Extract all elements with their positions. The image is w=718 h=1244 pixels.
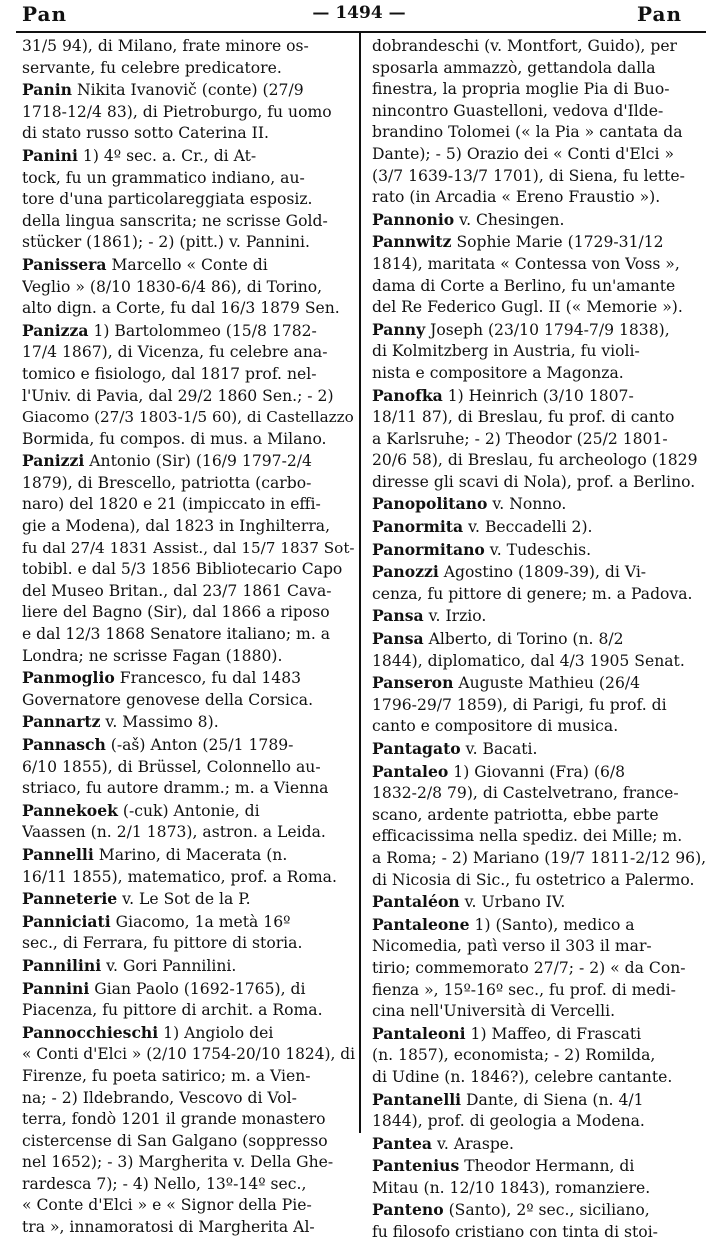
entry-text: liere del Bagno (Sir), dal 1866 a riposo: [22, 603, 330, 622]
entry-text: 1844), diplomatico, dal 4/3 1905 Senat.: [372, 651, 685, 670]
text-line: [372, 805, 706, 827]
text-line: [372, 429, 706, 451]
entry-headword: Pansa: [372, 629, 424, 649]
entry-text: servante, fu celebre predicatore.: [22, 58, 282, 77]
entry-text: 1) 4º sec. a. Cr., di At-: [77, 146, 257, 165]
text-line: [372, 826, 706, 848]
text-line: [372, 1111, 706, 1133]
entry-text: v. Le Sot de la P.: [117, 890, 251, 909]
entry-text: v. Araspe.: [431, 1134, 514, 1153]
entry-line: [372, 914, 706, 937]
entry-text: Gian Paolo (1692-1765), di: [89, 979, 306, 998]
entry-text: 1879), di Brescello, patriotta (carbo-: [22, 473, 312, 492]
text-line: [372, 1001, 706, 1023]
text-line: [22, 1088, 356, 1110]
entry-text: 6/10 1855), di Brüssel, Colonnello au-: [22, 757, 321, 776]
entry-text: cistercense di San Galgano (soppresso: [22, 1131, 328, 1150]
text-line: [22, 168, 356, 190]
entry-text: l'Univ. di Pavia, dal 29/2 1860 Sen.; - 2): [22, 386, 334, 405]
left-column: [22, 36, 356, 1239]
entry-text: rato (in Arcadia « Ereno Fraustio »).: [372, 188, 661, 207]
text-line: [372, 58, 706, 80]
text-line: [22, 1044, 356, 1066]
entry-headword: Panin: [22, 80, 73, 100]
entry-headword: Pantaleoni: [372, 1023, 466, 1043]
entry-text: v. Chesingen.: [454, 210, 565, 229]
entry-headword: Pansa: [372, 606, 424, 626]
entry-text: Joseph (23/10 1794-7/9 1838),: [425, 320, 670, 339]
entry-text: di Udine (n. 1846?), celebre cantante.: [372, 1067, 673, 1086]
text-line: [372, 848, 706, 870]
entry-text: Nicomedia, patì verso il 303 il mar-: [372, 937, 652, 956]
entry-headword: Panissera: [22, 254, 107, 274]
entry-headword: Pannilini: [22, 955, 102, 975]
entry-line: [372, 738, 706, 761]
entry-text: Veglio » (8/10 1830-6/4 86), di Torino,: [22, 277, 323, 296]
entry-text: Auguste Mathieu (26/4: [453, 674, 641, 693]
entry-text: « Conti d'Elci » (2/10 1754-20/10 1824), di: [22, 1045, 356, 1064]
entry-text: 1) (Santo), medico a: [469, 915, 635, 934]
entry-headword: Panofka: [372, 385, 443, 405]
entry-text: Londra; ne scrisse Fagan (1880).: [22, 646, 283, 665]
entry-text: Agostino (1809-39), di Vi-: [438, 563, 647, 582]
text-line: [372, 36, 706, 58]
entry-text: finestra, la propria moglie Pia di Buo-: [372, 80, 670, 99]
text-line: [22, 1195, 356, 1217]
entry-line: [372, 1089, 706, 1112]
entry-text: Nikita Ivanovič (conte) (27/9: [72, 81, 304, 100]
text-line: [372, 166, 706, 188]
text-line: [372, 101, 706, 123]
entry-text: 16/11 1855), matematico, prof. a Roma.: [22, 867, 337, 886]
entry-text: « Conte d'Elci » e « Signor della Pie-: [22, 1196, 312, 1215]
entry-text: Dante, di Siena (n. 4/1: [461, 1090, 644, 1109]
entry-text: v. Tudeschis.: [484, 540, 592, 559]
entry-line: [22, 955, 356, 978]
entry-headword: Pannini: [22, 978, 90, 998]
entry-line: [372, 319, 706, 342]
text-line: [22, 36, 356, 58]
entry-headword: Pannartz: [22, 712, 101, 732]
entry-line: [22, 800, 356, 823]
entry-text: Giacomo (27/3 1803-1/5 60), di Castellazzo: [22, 408, 354, 427]
entry-text: del Re Federico Gugl. II (« Memorie »).: [372, 298, 683, 317]
page-number: — 1494 —: [312, 3, 406, 23]
entry-text: (Santo), 2º sec., siciliano,: [443, 1201, 650, 1220]
entry-headword: Panizza: [22, 320, 89, 340]
entry-text: (n. 1857), economista; - 2) Romilda,: [372, 1046, 656, 1065]
entry-text: nincontro Guastelloni, vedova d'Ilde-: [372, 101, 664, 120]
text-line: [22, 102, 356, 124]
entry-text: alto dign. a Corte, fu dal 16/3 1879 Sen.: [22, 299, 340, 318]
text-line: [22, 581, 356, 603]
entry-text: di Kolmitzberg in Austria, fu violi-: [372, 342, 640, 361]
entry-text: 18/11 87), di Breslau, fu prof. di canto: [372, 408, 675, 427]
header-right-guideword: Pan: [636, 2, 682, 26]
text-line: [372, 276, 706, 298]
entry-text: Giacomo, 1a metà 16º: [110, 912, 291, 931]
text-line: [22, 602, 356, 624]
entry-headword: Panseron: [372, 673, 454, 693]
entry-text: (3/7 1639-13/7 1701), di Siena, fu lette-: [372, 166, 685, 185]
entry-line: [22, 145, 356, 168]
text-line: [372, 651, 706, 673]
entry-text: Governatore genovese della Corsica.: [22, 690, 314, 709]
text-line: [22, 538, 356, 560]
text-line: [22, 757, 356, 779]
text-line: [372, 695, 706, 717]
header-rule: [16, 31, 706, 33]
entry-line: [372, 1133, 706, 1156]
text-line: [22, 298, 356, 320]
entry-text: 20/6 58), di Breslau, fu archeologo (1829: [372, 451, 698, 470]
text-line: [372, 1045, 706, 1067]
entry-text: scano, ardente patriotta, ebbe parte: [372, 805, 659, 824]
entry-headword: Pannwitz: [372, 232, 452, 252]
entry-headword: Panneterie: [22, 889, 118, 909]
entry-line: [372, 1199, 706, 1222]
entry-headword: Panmoglio: [22, 668, 115, 688]
text-line: [22, 867, 356, 889]
text-line: [22, 1174, 356, 1196]
text-line: [22, 123, 356, 145]
text-line: [22, 690, 356, 712]
entry-text: di Nicosia di Sic., fu ostetrico a Palermo.: [372, 870, 695, 889]
entry-line: [22, 888, 356, 911]
entry-text: diresse gli scavi di Nola), prof. a Berlino.: [372, 472, 696, 491]
entry-text: Francesco, fu dal 1483: [114, 669, 302, 688]
entry-text: fu dal 27/4 1831 Assist., dal 15/7 1837 Sot-: [22, 538, 355, 557]
entry-line: [372, 493, 706, 516]
text-line: [22, 364, 356, 386]
entry-text: di stato russo sotto Caterina II.: [22, 124, 269, 143]
text-line: [22, 516, 356, 538]
right-column: [372, 36, 706, 1244]
entry-headword: Panormitano: [372, 539, 485, 559]
entry-text: a Roma; - 2) Mariano (19/7 1811-2/12 96),: [372, 848, 706, 867]
text-line: [372, 363, 706, 385]
text-line: [22, 559, 356, 581]
entry-text: fu filosofo cristiano con tinta di stoi-: [372, 1223, 658, 1242]
entry-text: tock, fu un grammatico indiano, au-: [22, 168, 305, 187]
entry-line: [372, 209, 706, 232]
text-line: [22, 1066, 356, 1088]
entry-headword: Pannonio: [372, 209, 455, 229]
entry-headword: Panniciati: [22, 911, 111, 931]
entry-text: cina nell'Università di Vercelli.: [372, 1002, 616, 1021]
text-line: [22, 211, 356, 233]
entry-line: [22, 711, 356, 734]
entry-text: 1832-2/8 79), di Castelvetrano, france-: [372, 784, 679, 803]
entry-headword: Panini: [22, 145, 78, 165]
entry-line: [22, 450, 356, 473]
text-line: [22, 494, 356, 516]
text-line: [372, 716, 706, 738]
entry-headword: Panopolitano: [372, 494, 488, 514]
entry-line: [372, 672, 706, 695]
entry-line: [372, 761, 706, 784]
entry-text: nista e compositore a Magonza.: [372, 363, 624, 382]
text-line: [372, 187, 706, 209]
entry-line: [22, 911, 356, 934]
entry-text: 1) Angiolo dei: [158, 1023, 274, 1042]
header-left-guideword: Pan: [22, 2, 68, 26]
entry-line: [22, 734, 356, 757]
text-line: [22, 342, 356, 364]
entry-line: [22, 978, 356, 1001]
text-line: [372, 958, 706, 980]
entry-headword: Pantenius: [372, 1156, 460, 1176]
entry-text: 1) Maffeo, di Frascati: [465, 1024, 642, 1043]
entry-headword: Pantea: [372, 1133, 432, 1153]
entry-headword: Pannelli: [22, 844, 94, 864]
entry-headword: Panizzi: [22, 451, 85, 471]
text-line: [372, 341, 706, 363]
entry-text: Sophie Marie (1729-31/12: [451, 233, 664, 252]
entry-text: cenza, fu pittore di genere; m. a Padova.: [372, 584, 693, 603]
text-line: [372, 450, 706, 472]
entry-line: [372, 539, 706, 562]
entry-headword: Pantaléon: [372, 892, 460, 912]
entry-text: tra », innamoratosi di Margherita Al-: [22, 1218, 315, 1237]
entry-text: (-aš) Anton (25/1 1789-: [105, 736, 294, 754]
entry-line: [372, 231, 706, 254]
entry-text: canto e compositore di musica.: [372, 717, 619, 736]
entry-headword: Panozzi: [372, 562, 439, 582]
text-line: [372, 783, 706, 805]
entry-text: Mitau (n. 12/10 1843), romanziere.: [372, 1178, 651, 1197]
text-line: [22, 1131, 356, 1153]
entry-text: Bormida, fu compos. di mus. a Milano.: [22, 429, 327, 448]
entry-text: del Museo Britan., dal 23/7 1861 Cava-: [22, 581, 332, 600]
entry-text: efficacissima nella spediz. dei Mille; m.: [372, 827, 683, 846]
entry-headword: Pantagato: [372, 739, 461, 758]
entry-line: [372, 891, 706, 914]
entry-text: 1) Bartolommeo (15/8 1782-: [88, 321, 317, 340]
entry-text: della lingua sanscrita; ne scrisse Gold-: [22, 211, 328, 230]
entry-text: striaco, fu autore dramm.; m. a Vienna: [22, 779, 329, 798]
text-line: [22, 646, 356, 668]
text-line: [372, 870, 706, 892]
entry-text: sposarla ammazzò, gettandola dalla: [372, 58, 656, 77]
entry-text: terra, fondò 1201 il grande monastero: [22, 1110, 326, 1129]
entry-text: sec., di Ferrara, fu pittore di storia.: [22, 934, 303, 953]
entry-text: v. Nonno.: [487, 495, 567, 514]
entry-text: dobrandeschi (v. Montfort, Guido), per: [372, 37, 678, 55]
text-line: [22, 232, 356, 254]
entry-text: v. Beccadelli 2).: [463, 518, 593, 537]
entry-text: 1844), prof. di geologia a Modena.: [372, 1112, 645, 1131]
entry-text: (-cuk) Antonie, di: [117, 801, 260, 820]
entry-line: [22, 79, 356, 102]
entry-text: rardesca 7); - 4) Nello, 13º-14º sec.,: [22, 1174, 307, 1193]
entry-text: e dal 12/3 1868 Senatore italiano; m. a: [22, 625, 331, 644]
entry-text: Piacenza, fu pittore di archit. a Roma.: [22, 1001, 323, 1020]
text-line: [372, 144, 706, 166]
entry-text: nel 1652); - 3) Margherita v. Della Ghe-: [22, 1153, 334, 1172]
text-line: [372, 79, 706, 101]
entry-text: a Karlsruhe; - 2) Theodor (25/2 1801-: [372, 429, 668, 448]
entry-text: gie a Modena), dal 1823 in Inghilterra,: [22, 517, 331, 536]
page-header: [0, 0, 718, 34]
entry-text: Theodor Hermann, di: [459, 1157, 635, 1176]
column-divider: [359, 33, 361, 1133]
text-line: [22, 778, 356, 800]
entry-headword: Pannekoek: [22, 800, 118, 820]
text-line: [22, 277, 356, 299]
entry-headword: Panny: [372, 319, 426, 339]
entry-headword: Pannocchieschi: [22, 1022, 159, 1042]
entry-text: v. Irzio.: [423, 607, 487, 626]
entry-text: tirio; commemorato 27/7; - 2) « da Con-: [372, 958, 686, 977]
entry-text: stücker (1861); - 2) (pitt.) v. Pannini.: [22, 233, 310, 252]
entry-text: Firenze, fu poeta satirico; m. a Vien-: [22, 1066, 311, 1085]
entry-line: [372, 385, 706, 408]
text-line: [372, 297, 706, 319]
entry-text: Marcello « Conte di: [106, 255, 268, 274]
text-line: [22, 58, 356, 80]
text-line: [372, 472, 706, 494]
entry-headword: Pantaleone: [372, 914, 470, 934]
text-line: [22, 189, 356, 211]
entry-text: Alberto, di Torino (n. 8/2: [423, 630, 624, 649]
text-line: [372, 1178, 706, 1200]
entry-text: Antonio (Sir) (16/9 1797-2/4: [84, 452, 312, 471]
entry-text: dama di Corte a Berlino, fu un'amante: [372, 276, 676, 295]
text-line: [372, 980, 706, 1002]
entry-text: tobibl. e dal 5/3 1856 Bibliotecario Capo: [22, 560, 343, 579]
text-line: [22, 386, 356, 408]
entry-text: 1) Giovanni (Fra) (6/8: [448, 762, 626, 781]
entry-text: brandino Tolomei (« la Pia » cantata da: [372, 123, 683, 142]
entry-line: [22, 667, 356, 690]
text-line: [22, 933, 356, 955]
entry-line: [372, 516, 706, 539]
entry-text: Vaassen (n. 2/1 1873), astron. a Leida.: [22, 823, 326, 842]
entry-line: [372, 628, 706, 651]
entry-text: naro) del 1820 e 21 (impiccato in effi-: [22, 495, 321, 514]
text-line: [22, 1000, 356, 1022]
entry-text: v. Urbano IV.: [459, 893, 566, 912]
entry-text: Dante); - 5) Orazio dei « Conti d'Elci »: [372, 144, 674, 163]
entry-text: 31/5 94), di Milano, frate minore os-: [22, 37, 309, 55]
text-line: [22, 822, 356, 844]
entry-line: [372, 561, 706, 584]
entry-headword: Pantaleo: [372, 761, 449, 781]
entry-text: Marino, di Macerata (n.: [93, 845, 288, 864]
text-line: [372, 1222, 706, 1244]
entry-text: 1814), maritata « Contessa von Voss »,: [372, 254, 680, 273]
entry-line: [22, 844, 356, 867]
text-line: [372, 1067, 706, 1089]
entry-line: [372, 605, 706, 628]
entry-text: v. Gori Pannilini.: [101, 956, 237, 975]
text-line: [22, 407, 356, 429]
entry-headword: Panormita: [372, 517, 464, 537]
entry-text: na; - 2) Ildebrando, Vescovo di Vol-: [22, 1088, 297, 1107]
text-line: [372, 254, 706, 276]
text-line: [22, 429, 356, 451]
entry-line: [22, 1022, 356, 1045]
text-line: [22, 1109, 356, 1131]
entry-headword: Panteno: [372, 1200, 444, 1220]
entry-line: [372, 1023, 706, 1046]
entry-line: [22, 254, 356, 277]
entry-text: 1) Heinrich (3/10 1807-: [442, 386, 634, 405]
entry-text: fienza », 15º-16º sec., fu prof. di medi-: [372, 980, 676, 999]
text-line: [372, 584, 706, 606]
entry-headword: Pantanelli: [372, 1089, 462, 1109]
text-line: [372, 936, 706, 958]
entry-line: [22, 320, 356, 343]
text-line: [372, 122, 706, 144]
entry-text: v. Bacati.: [460, 740, 538, 758]
entry-line: [372, 1155, 706, 1178]
entry-text: v. Massimo 8).: [100, 713, 219, 732]
text-line: [22, 1217, 356, 1239]
text-line: [22, 1152, 356, 1174]
text-line: [22, 473, 356, 495]
text-line: [372, 407, 706, 429]
entry-text: 17/4 1867), di Vicenza, fu celebre ana-: [22, 343, 328, 362]
entry-text: tomico e fisiologo, dal 1817 prof. nel-: [22, 364, 317, 383]
entry-text: tore d'una particolareggiata esposiz.: [22, 190, 313, 209]
text-line: [22, 624, 356, 646]
entry-headword: Pannasch: [22, 735, 106, 754]
entry-text: 1718-12/4 83), di Pietroburgo, fu uomo: [22, 102, 332, 121]
entry-text: 1796-29/7 1859), di Parigi, fu prof. di: [372, 695, 667, 714]
